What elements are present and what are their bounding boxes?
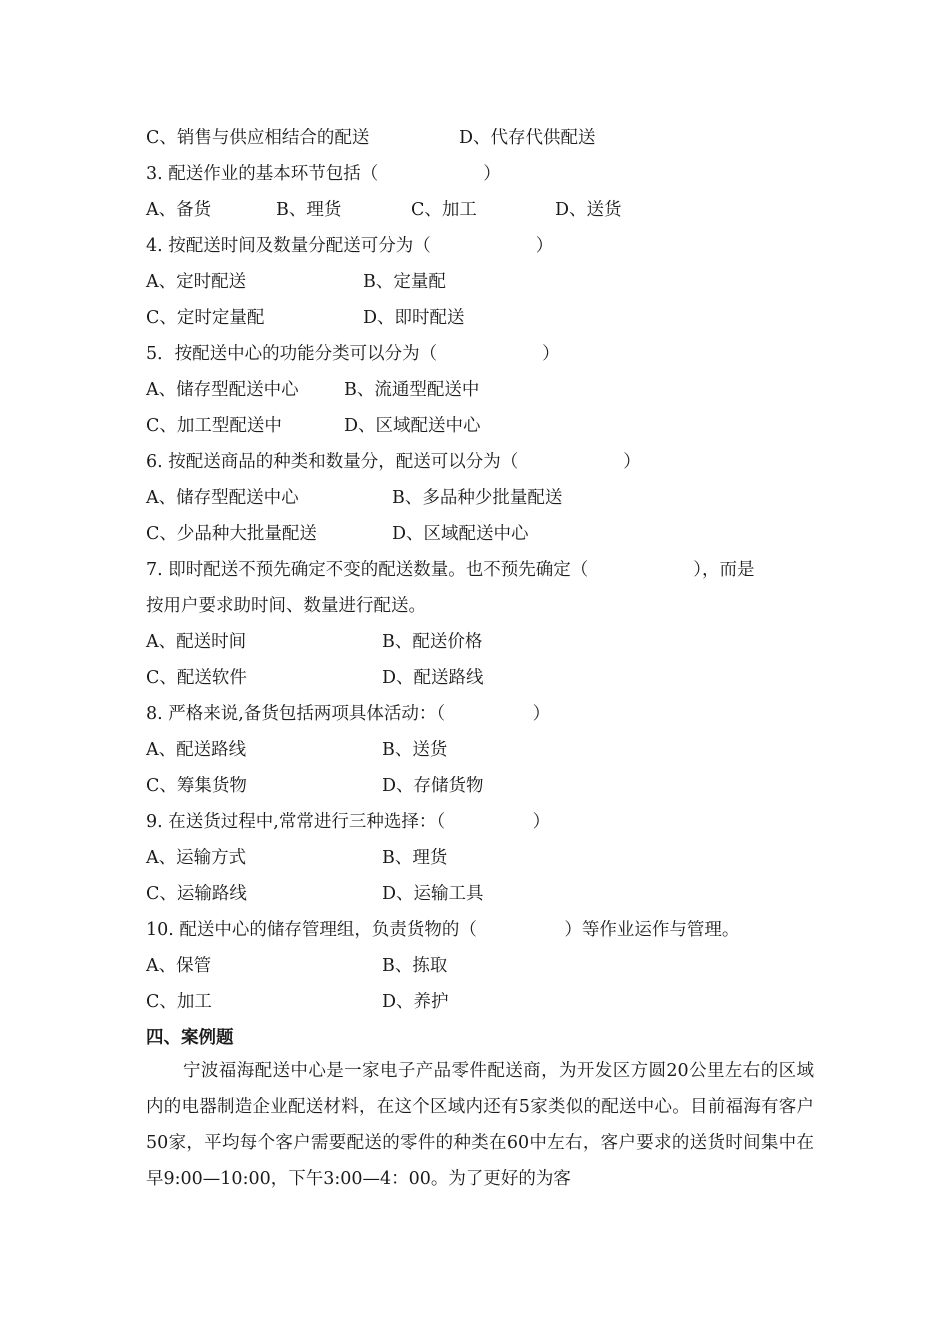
option-c: C、加工 <box>411 200 477 220</box>
option-d: D、配送路线 <box>382 668 484 688</box>
option-d: D、养护 <box>382 992 449 1012</box>
option-a: A、保管 <box>146 956 212 976</box>
option-c: C、加工型配送中 <box>146 416 282 436</box>
question-text: 按用户要求助时间、数量进行配送。 <box>146 596 426 616</box>
option-d: D、区域配送中心 <box>344 416 481 436</box>
question-text: 7. 即时配送不预先确定不变的配送数量。也不预先确定（ ），而是 <box>146 560 755 580</box>
option-b: B、定量配 <box>363 272 446 292</box>
option-a: A、储存型配送中心 <box>146 380 299 400</box>
question-text: 4. 按配送时间及数量分配送可分为（ ） <box>146 236 554 256</box>
option-c: C、少品种大批量配送 <box>146 524 317 544</box>
case-paragraph: 宁波福海配送中心是一家电子产品零件配送商，为开发区方圆20公里左右的区域内的电器制造企业配送材料，在这个区域内还有5家类似的配送中心。目前福海有客户50家，平均每个客户需要配送的零件的种类在60中左右，客户要求的送货时间集中在早9:00—10:00，下午3:00—4：00。为了更好的为客 <box>146 1061 814 1189</box>
option-a: A、配送路线 <box>146 740 247 760</box>
question-text: 3. 配送作业的基本环节包括（ ） <box>146 164 501 184</box>
question-text: 8. 严格来说,备货包括两项具体活动：（ ） <box>146 704 551 724</box>
option-d: D、即时配送 <box>363 308 465 328</box>
option-a: A、运输方式 <box>146 848 247 868</box>
option-c: C、加工 <box>146 992 212 1012</box>
option-b: B、送货 <box>382 740 448 760</box>
question-text: 9. 在送货过程中,常常进行三种选择：（ ） <box>146 812 551 832</box>
option-c: C、配送软件 <box>146 668 247 688</box>
option-d: D、运输工具 <box>382 884 484 904</box>
option-d: D、送货 <box>555 200 622 220</box>
option-d: D、存储货物 <box>382 776 484 796</box>
option-a: A、备货 <box>146 200 212 220</box>
option-b: B、配送价格 <box>382 632 483 652</box>
question-text: 10. 配送中心的储存管理组，负责货物的（ ）等作业运作与管理。 <box>146 920 740 940</box>
question-text: 5．按配送中心的功能分类可以分为（ ） <box>146 344 560 364</box>
section-heading-text: 四、案例题 <box>146 1028 234 1048</box>
option-c: C、运输路线 <box>146 884 247 904</box>
question-text: 6. 按配送商品的种类和数量分，配送可以分为（ ） <box>146 452 641 472</box>
option-b: B、理货 <box>276 200 342 220</box>
option-d: D、区域配送中心 <box>392 524 529 544</box>
option-a: A、储存型配送中心 <box>146 488 299 508</box>
option-a: A、定时配送 <box>146 272 247 292</box>
option-b: B、多品种少批量配送 <box>392 488 563 508</box>
option-c: C、销售与供应相结合的配送 <box>146 128 370 148</box>
option-a: A、配送时间 <box>146 632 247 652</box>
option-d: D、代存代供配送 <box>459 128 596 148</box>
option-b: B、拣取 <box>382 956 448 976</box>
option-c: C、定时定量配 <box>146 308 265 328</box>
option-b: B、流通型配送中 <box>344 380 480 400</box>
option-b: B、理货 <box>382 848 448 868</box>
option-c: C、筹集货物 <box>146 776 247 796</box>
